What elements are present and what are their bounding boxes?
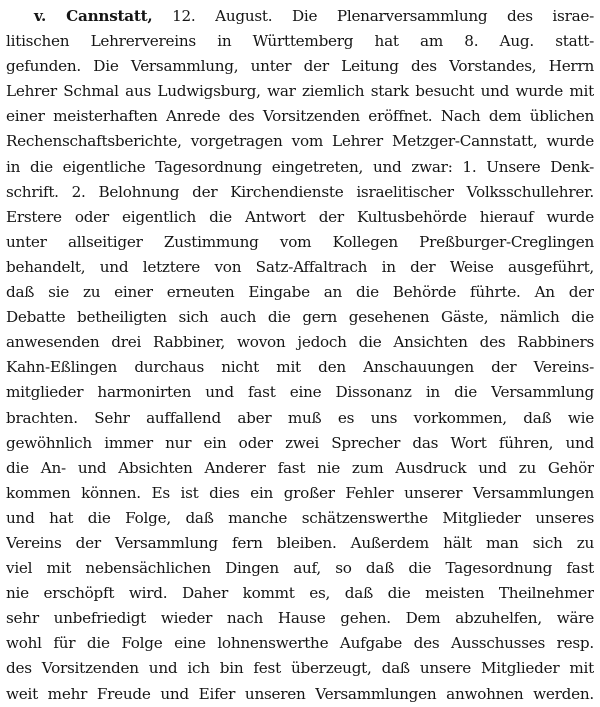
article-line: Kahn-Eßlingen durchaus nicht mit den Anschauungen der Vereins- <box>6 358 594 377</box>
article-line: behandelt, und letztere von Satz-Affaltrach in der Weise ausgeführt, <box>6 257 594 276</box>
article-line: die An- und Absichten Anderer fast nie zum Ausdruck und zu Gehör <box>6 458 594 477</box>
article-line: und hat die Folge, daß manche schätzenswerthe Mitglieder unseres <box>6 508 594 527</box>
dateline-rest: 12. August. Die Plenarversammlung des israe- <box>172 7 594 25</box>
article-line: wohl für die Folge eine lohnenswerthe Aufgabe des Ausschusses resp. <box>6 634 594 653</box>
article-line: Rechenschaftsberichte, vorgetragen vom Lehrer Metzger-Cannstatt, wurde <box>6 132 594 151</box>
article-line: daß sie zu einer erneuten Eingabe an die Behörde führte. An der <box>6 283 594 302</box>
article-line: anwesenden drei Rabbiner, wovon jedoch die Ansichten des Rabbiners <box>6 333 594 352</box>
article-line: gefunden. Die Versammlung, unter der Leitung des Vorstandes, Herrn <box>6 57 594 76</box>
article-line-1 <box>6 4 594 29</box>
article-line: schrift. 2. Belohnung der Kirchendienste israelitischer Volksschullehrer. <box>6 182 594 201</box>
newspaper-article <box>6 4 594 707</box>
article-line: kommen können. Es ist dies ein großer Fehler unserer Versammlungen <box>6 483 594 502</box>
article-line: litischen Lehrervereins in Württemberg hat am 8. Aug. statt- <box>6 32 594 51</box>
article-line: brachten. Sehr auffallend aber muß es uns vorkommen, daß wie <box>6 408 594 427</box>
article-line: Vereins der Versammlung fern bleiben. Außerdem hält man sich zu <box>6 533 594 552</box>
article-line: weit mehr Freude und Eifer unseren Versammlungen anwohnen werden. <box>6 684 594 703</box>
article-line: viel mit nebensächlichen Dingen auf, so daß die Tagesordnung fast <box>6 559 594 578</box>
article-line: in die eigentliche Tagesordnung eingetreten, und zwar: 1. Unsere Denk- <box>6 157 594 176</box>
article-line: einer meisterhaften Anrede des Vorsitzenden eröffnet. Nach dem üblichen <box>6 107 594 126</box>
article-line: nie erschöpft wird. Daher kommt es, daß die meisten Theilnehmer <box>6 584 594 603</box>
article-line: unter allseitiger Zustimmung vom Kollegen Preßburger-Creglingen <box>6 232 594 251</box>
article-line: des Vorsitzenden und ich bin fest überzeugt, daß unsere Mitglieder mit <box>6 659 594 678</box>
article-line: Lehrer Schmal aus Ludwigsburg, war ziemlich stark besucht und wurde mit <box>6 82 594 101</box>
article-line: sehr unbefriedigt wieder nach Hause gehen. Dem abzuhelfen, wäre <box>6 609 594 628</box>
article-line: Erstere oder eigentlich die Antwort der Kultusbehörde hierauf wurde <box>6 207 594 226</box>
article-line: Debatte betheiligten sich auch die gern gesehenen Gäste, nämlich die <box>6 308 594 327</box>
article-line: mitglieder harmonirten und fast eine Dissonanz in die Versammlung <box>6 383 594 402</box>
article-line: gewöhnlich immer nur ein oder zwei Sprecher das Wort führen, und <box>6 433 594 452</box>
dateline-place: v. Cannstatt, <box>34 7 153 25</box>
